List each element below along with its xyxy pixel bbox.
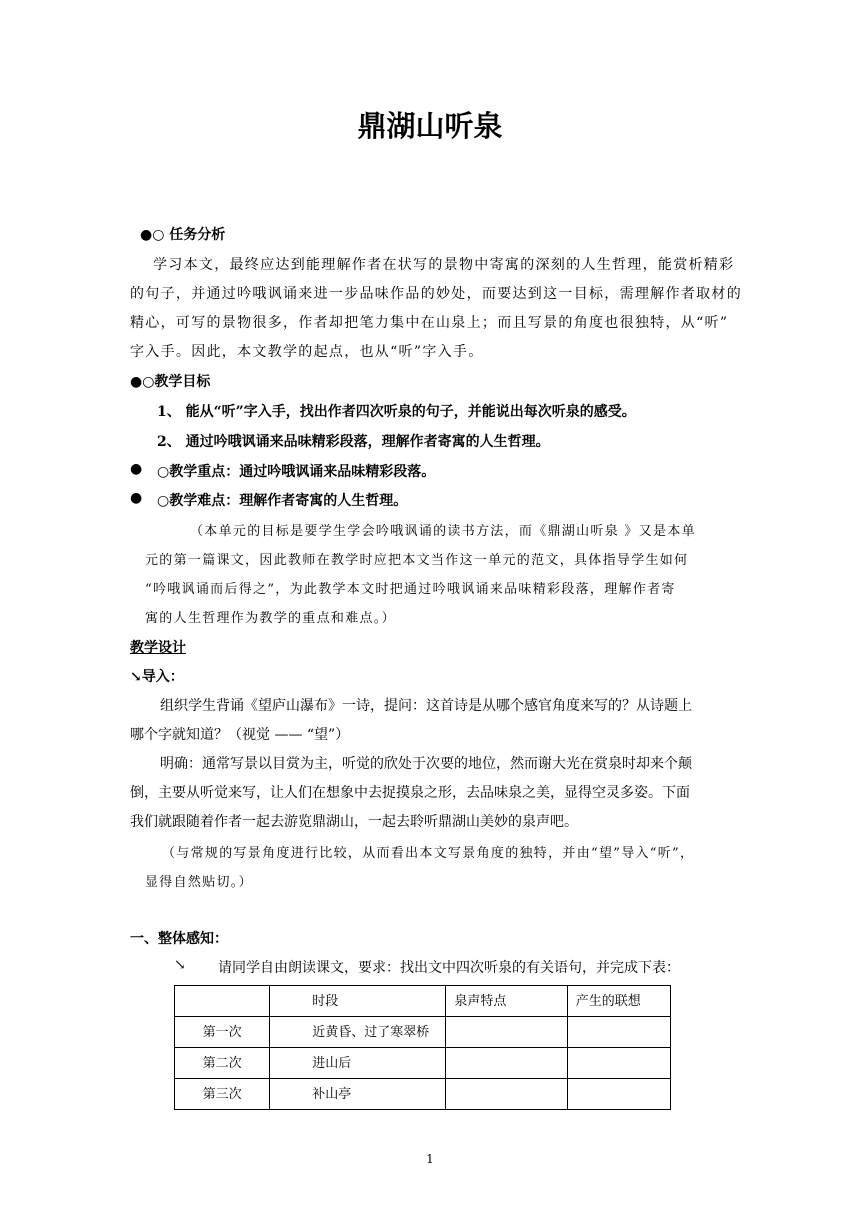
note-line: （本单元的目标是要学生学会吟哦讽诵的读书方法，而《鼎湖山听泉 》又是本单 <box>190 524 696 539</box>
clarify-line: 我们就跟随着作者一起去游览鼎湖山，一起去聆听鼎湖山美妙的泉声吧。 <box>130 814 578 830</box>
intro-line: 组织学生背诵《望庐山瀑布》一诗，提问：这首诗是从哪个感官角度来写的？从诗题上 <box>160 698 692 714</box>
table-row <box>175 1079 671 1110</box>
goal-item: 1、 能从“听”字入手，找出作者四次听泉的句子，并能说出每次听泉的感受。 <box>157 404 636 420</box>
clarify-line: 倒，主要从听觉来写，让人们在想象中去捉摸泉之形，去品味泉之美，显得空灵多姿。下面 <box>130 785 690 801</box>
table-header-cell: 泉声特点 <box>446 986 567 1017</box>
task-line: 的句子，并通过吟哦讽诵来进一步品味作品的妙处，而要达到这一目标，需理解作者取材的 <box>130 286 742 302</box>
bullet-icon: ● <box>130 461 143 477</box>
page-number: 1 <box>426 1152 434 1166</box>
intro-heading: ↘导入： <box>130 669 184 685</box>
note-line: “吟哦讽诵而后得之”，为此教学本文时把通过吟哦讽诵来品味精彩段落，理解作者寄 <box>145 582 676 597</box>
table-cell: 第三次 <box>175 1079 270 1110</box>
table-header-cell: 产生的联想 <box>567 986 670 1017</box>
task-line: 精心，可写的景物很多，作者却把笔力集中在山泉上；而且写景的角度也很独特，从“听” <box>130 315 729 331</box>
table-cell: 进山后 <box>270 1048 446 1079</box>
task-analysis-heading: ●○ 任务分析 <box>140 227 226 243</box>
page-title: 鼎湖山听泉 <box>357 109 503 143</box>
table-cell: 补山亭 <box>270 1079 446 1110</box>
teaching-goals-heading: ●○教学目标 <box>130 374 211 390</box>
table-header-cell <box>175 986 270 1017</box>
task-line: 字入手。因此，本文教学的起点，也从“听”字入手。 <box>130 344 484 360</box>
note-line: 元的第一篇课文，因此教师在教学时应把本文当作这一单元的范文，具体指导学生如何 <box>145 553 689 568</box>
overall-instruction: 请同学自由朗读课文，要求：找出文中四次听泉的有关语句，并完成下表： <box>218 960 680 976</box>
table-cell <box>446 1079 567 1110</box>
key-point: ○教学重点：通过吟哦讽诵来品味精彩段落。 <box>157 464 436 480</box>
table-cell <box>567 1048 670 1079</box>
table-cell <box>446 1048 567 1079</box>
task-line: 学习本文，最终应达到能理解作者在状写的景物中寄寓的深刻的人生哲理，能赏析精彩 <box>153 257 735 273</box>
clarify-line: 明确：通常写景以目赏为主，听觉的欣处于次要的地位，然而谢大光在赏泉时却来个颠 <box>160 756 692 772</box>
table-cell: 第二次 <box>175 1048 270 1079</box>
bullet-icon: ● <box>130 490 143 506</box>
overall-heading: 一、整体感知： <box>130 931 228 947</box>
goal-item: 2、 通过吟哦讽诵来品味精彩段落，理解作者寄寓的人生哲理。 <box>157 434 550 450</box>
compare-note-line: 显得自然贴切。） <box>145 875 253 890</box>
design-heading: 教学设计 <box>130 640 186 656</box>
table-cell: 近黄昏、过了寒翠桥 <box>270 1017 446 1048</box>
table-header-cell: 时段 <box>270 986 446 1017</box>
listening-table <box>174 985 671 1110</box>
intro-line: 哪个字就知道？（视觉 —— “望”） <box>130 727 350 743</box>
table-cell: 第一次 <box>175 1017 270 1048</box>
table-cell <box>567 1079 670 1110</box>
table-cell <box>446 1017 567 1048</box>
table-header-row <box>175 986 671 1017</box>
arrow-icon: ↘ <box>174 957 186 973</box>
table-cell <box>567 1017 670 1048</box>
compare-note-line: （与常规的写景角度进行比较，从而看出本文写景角度的独特，并由“望”导入“听”， <box>162 846 695 861</box>
note-line: 寓的人生哲理作为教学的重点和难点。） <box>145 611 396 626</box>
table-row <box>175 1017 671 1048</box>
table-row <box>175 1048 671 1079</box>
difficulty-point: ○教学难点：理解作者寄寓的人生哲理。 <box>157 493 408 509</box>
